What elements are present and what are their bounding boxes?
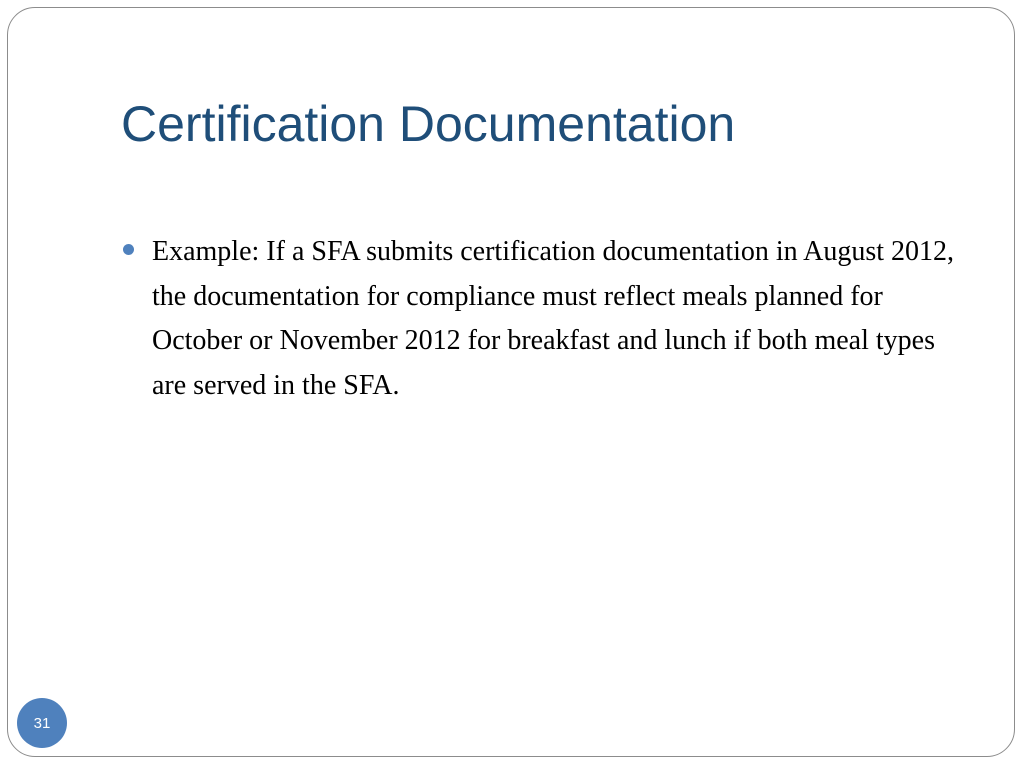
slide-frame: [7, 7, 1015, 757]
slide-number: 31: [33, 714, 51, 732]
bullet-icon: [123, 244, 134, 255]
bullet-text: Example: If a SFA submits certification documentation in August 2012, the documentation for compliance must reflect meals planned for October or November 2012 for breakfast and lunch if both meal types are served in the SFA.: [152, 236, 955, 401]
bullet-list: [121, 230, 971, 408]
slide-number-badge: [17, 698, 67, 748]
bullet-item: [121, 230, 971, 408]
slide-title: Certification Documentation: [121, 96, 736, 152]
